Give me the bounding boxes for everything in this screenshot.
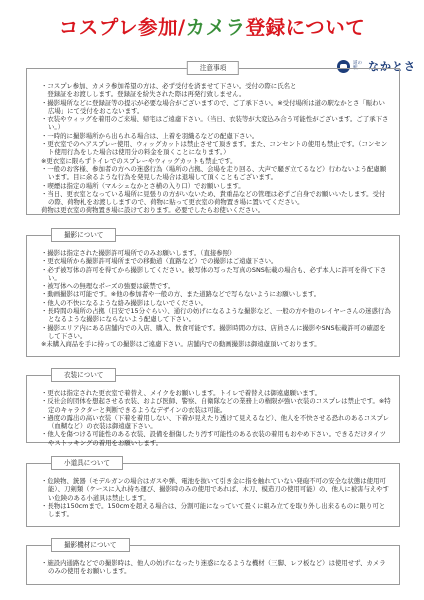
section-props-body (27, 464, 399, 518)
list-item: ・被写体への無理なポーズの強要は厳禁です。 (41, 282, 175, 291)
list-item: ・他人の不快になるような絡み撮影はしないでください。 (41, 298, 208, 307)
list-item: ・動画撮影は可能です。※他の参加者や一般の方、また道路などで写らないようにお願いします。 (41, 290, 321, 299)
list-item: ・更衣は指定された更衣室で着替え、メイクをお願いします。トイレで着替えは御遠慮願います。 (41, 389, 321, 397)
list-item: ・長時間の場所の占拠（目安で15分ぐらい）、通行の妨げになるような撮影など、一般の方や他のレイヤーさんの迷惑行為となるような撮影にならないよう配慮して下さい。 (41, 307, 391, 324)
section-props (26, 459, 400, 527)
list-item: ・喫煙は指定の場所（マルシェなかとさ横の入り口）でお願いします。 (41, 181, 245, 190)
list-item: ・過度の露出の高い衣装（下着を着用しない、下着が見えたり透けて見えるなど）、他人を不快させる恐れのあるコスプレ（血糊など）の衣装は御遠慮下さい。 (41, 413, 390, 431)
title-suffix: 登録について (245, 16, 366, 39)
logo-name: なかとさ (368, 60, 416, 73)
section-photo (26, 231, 400, 357)
list-item: ・施設内通路などでの撮影時は、他人の妨げになったり迷惑になるような機材（三脚、レフ板など）は使用せず、カメラのみの使用をお願いします。 (41, 559, 386, 576)
logo-subtext: 道の駅 (353, 61, 362, 71)
list-item: ※未購入商品を手に持っての撮影はご遠慮下さい。店舗内での動画撮影は御遠慮頂いております。 (41, 340, 321, 349)
list-item: ・当日、更衣室となっている場所に見張りの方がいないため、貴重品などの管理は必ずご自身でお願いいたします。受付の際、荷物札をお渡ししますので、荷物に貼って更衣室の荷物置き場に置いてください。 (41, 189, 386, 207)
list-item: ・反社会的団体を想起させる衣装、および医師、警察、自衛隊などの業務上の権限が強い衣装のコスプレは禁止です。※特定のキャラクターと判断できるようなデザインの衣装は可能。 (41, 397, 391, 414)
list-item: ・一時的に撮影場所から出られる場合は、上着を羽織るなどの配慮下さい。 (41, 131, 259, 140)
list-item: ・衣装やウィッグを着用のご来場、帰宅はご遠慮下さい。（当日、衣装等が大変込み合う可能性がございます。ご了承下さい。） (41, 115, 389, 132)
section-photo-body (27, 236, 399, 349)
section-label-props: 小道具について (51, 456, 123, 470)
section-label-photo: 撮影について (51, 228, 116, 242)
list-item: ※更衣室に限らずトイレでのスプレーやウィッグカットも禁止です。 (41, 156, 237, 165)
section-label-notes: 注意事項 (187, 61, 239, 75)
list-item: ・長物は150cmまで。150cmを超える場合は、分割可能になっていて畳くに組み立てを取り外し出来るものに限り可とします。 (41, 501, 386, 519)
list-item: 荷物は更衣室の荷物置き場に設けております。必要でしたらお使いください。 (41, 206, 265, 215)
list-item: ・撮影場所などに登録証等の提示が必要な場合がございますので、ご了承下さい。※受付場所は道の駅なかとさ「賑わい広場」にて受付をおこないます。 (41, 98, 385, 115)
title-prefix: コスプレ参加/ (58, 16, 186, 39)
section-notes (26, 64, 400, 215)
section-equipment (26, 541, 400, 585)
section-label-equipment: 撮影機材について (51, 538, 130, 552)
list-item: ・更衣場所から撮影許可場所までの移動道（直路など）での撮影はご遠慮下さい。 (41, 257, 278, 266)
list-item: 登録証をお渡しします。登録証を紛失された際は再発行致しません。 (41, 90, 246, 99)
list-item: ・撮影エリア内にある店舗内での入店、購入、飲食可能です。撮影時間の方は、店員さんに撮影やSNS転載許可の確認をして下さい。 (41, 323, 386, 340)
list-item: ・必ず被写体の許可を得てから撮影してください。被写体の写った写真のSNS転載の場合も、必ず本人に許可を得て下さい。 (41, 265, 387, 282)
list-item: ・他人を傷つける可能性のある衣装、設備を損傷したり汚す可能性のある衣装の着用もおやめ下さい。できるだけタイツやストッキングの着用をお願いします。 (41, 430, 386, 447)
section-costume (26, 371, 400, 447)
page-title (0, 12, 424, 40)
section-notes-body (27, 69, 399, 215)
list-item: ・一般のお客様、参加者の方への迷惑行為（場所の占拠、会場を走り回る、大声で騒ぎ立てるなど）行わないよう配慮願います。目に余るような行為を発見した場合は退場して頂くこともございます。 (41, 164, 387, 182)
list-item: ・コスプレ参加、カメラ参加希望の方は、必ず受付を済ませて下さい。受付の際に氏名と (41, 82, 297, 90)
list-item: ・撮影は指定された撮影許可場所でのみお願いします。（直接参照） (41, 249, 236, 257)
list-item: ・更衣室でのヘアスプレー使用、ウィッグカットは禁止させて頂きます。また、コンセントの使用も禁止です。（コンセント使用行為をした場合は使用分の料金を頂くことになります。） (41, 140, 388, 157)
list-item: ・危険物、銃器（モデルガンの場合はガスや弾、電池を抜いて引き金に指を触れていない発砲不可の安全な状態は使用可能）、刀剣類（ケースに入れ持ち運び、撮影時のみの使用であれば、木刀、模造刀の使用可能）の、他人に被害与えやすい危険のある小道具は禁止します。 (41, 477, 390, 502)
section-label-costume: 衣装について (51, 368, 116, 382)
section-costume-body (27, 376, 399, 447)
title-accent: カメラ (185, 16, 246, 39)
